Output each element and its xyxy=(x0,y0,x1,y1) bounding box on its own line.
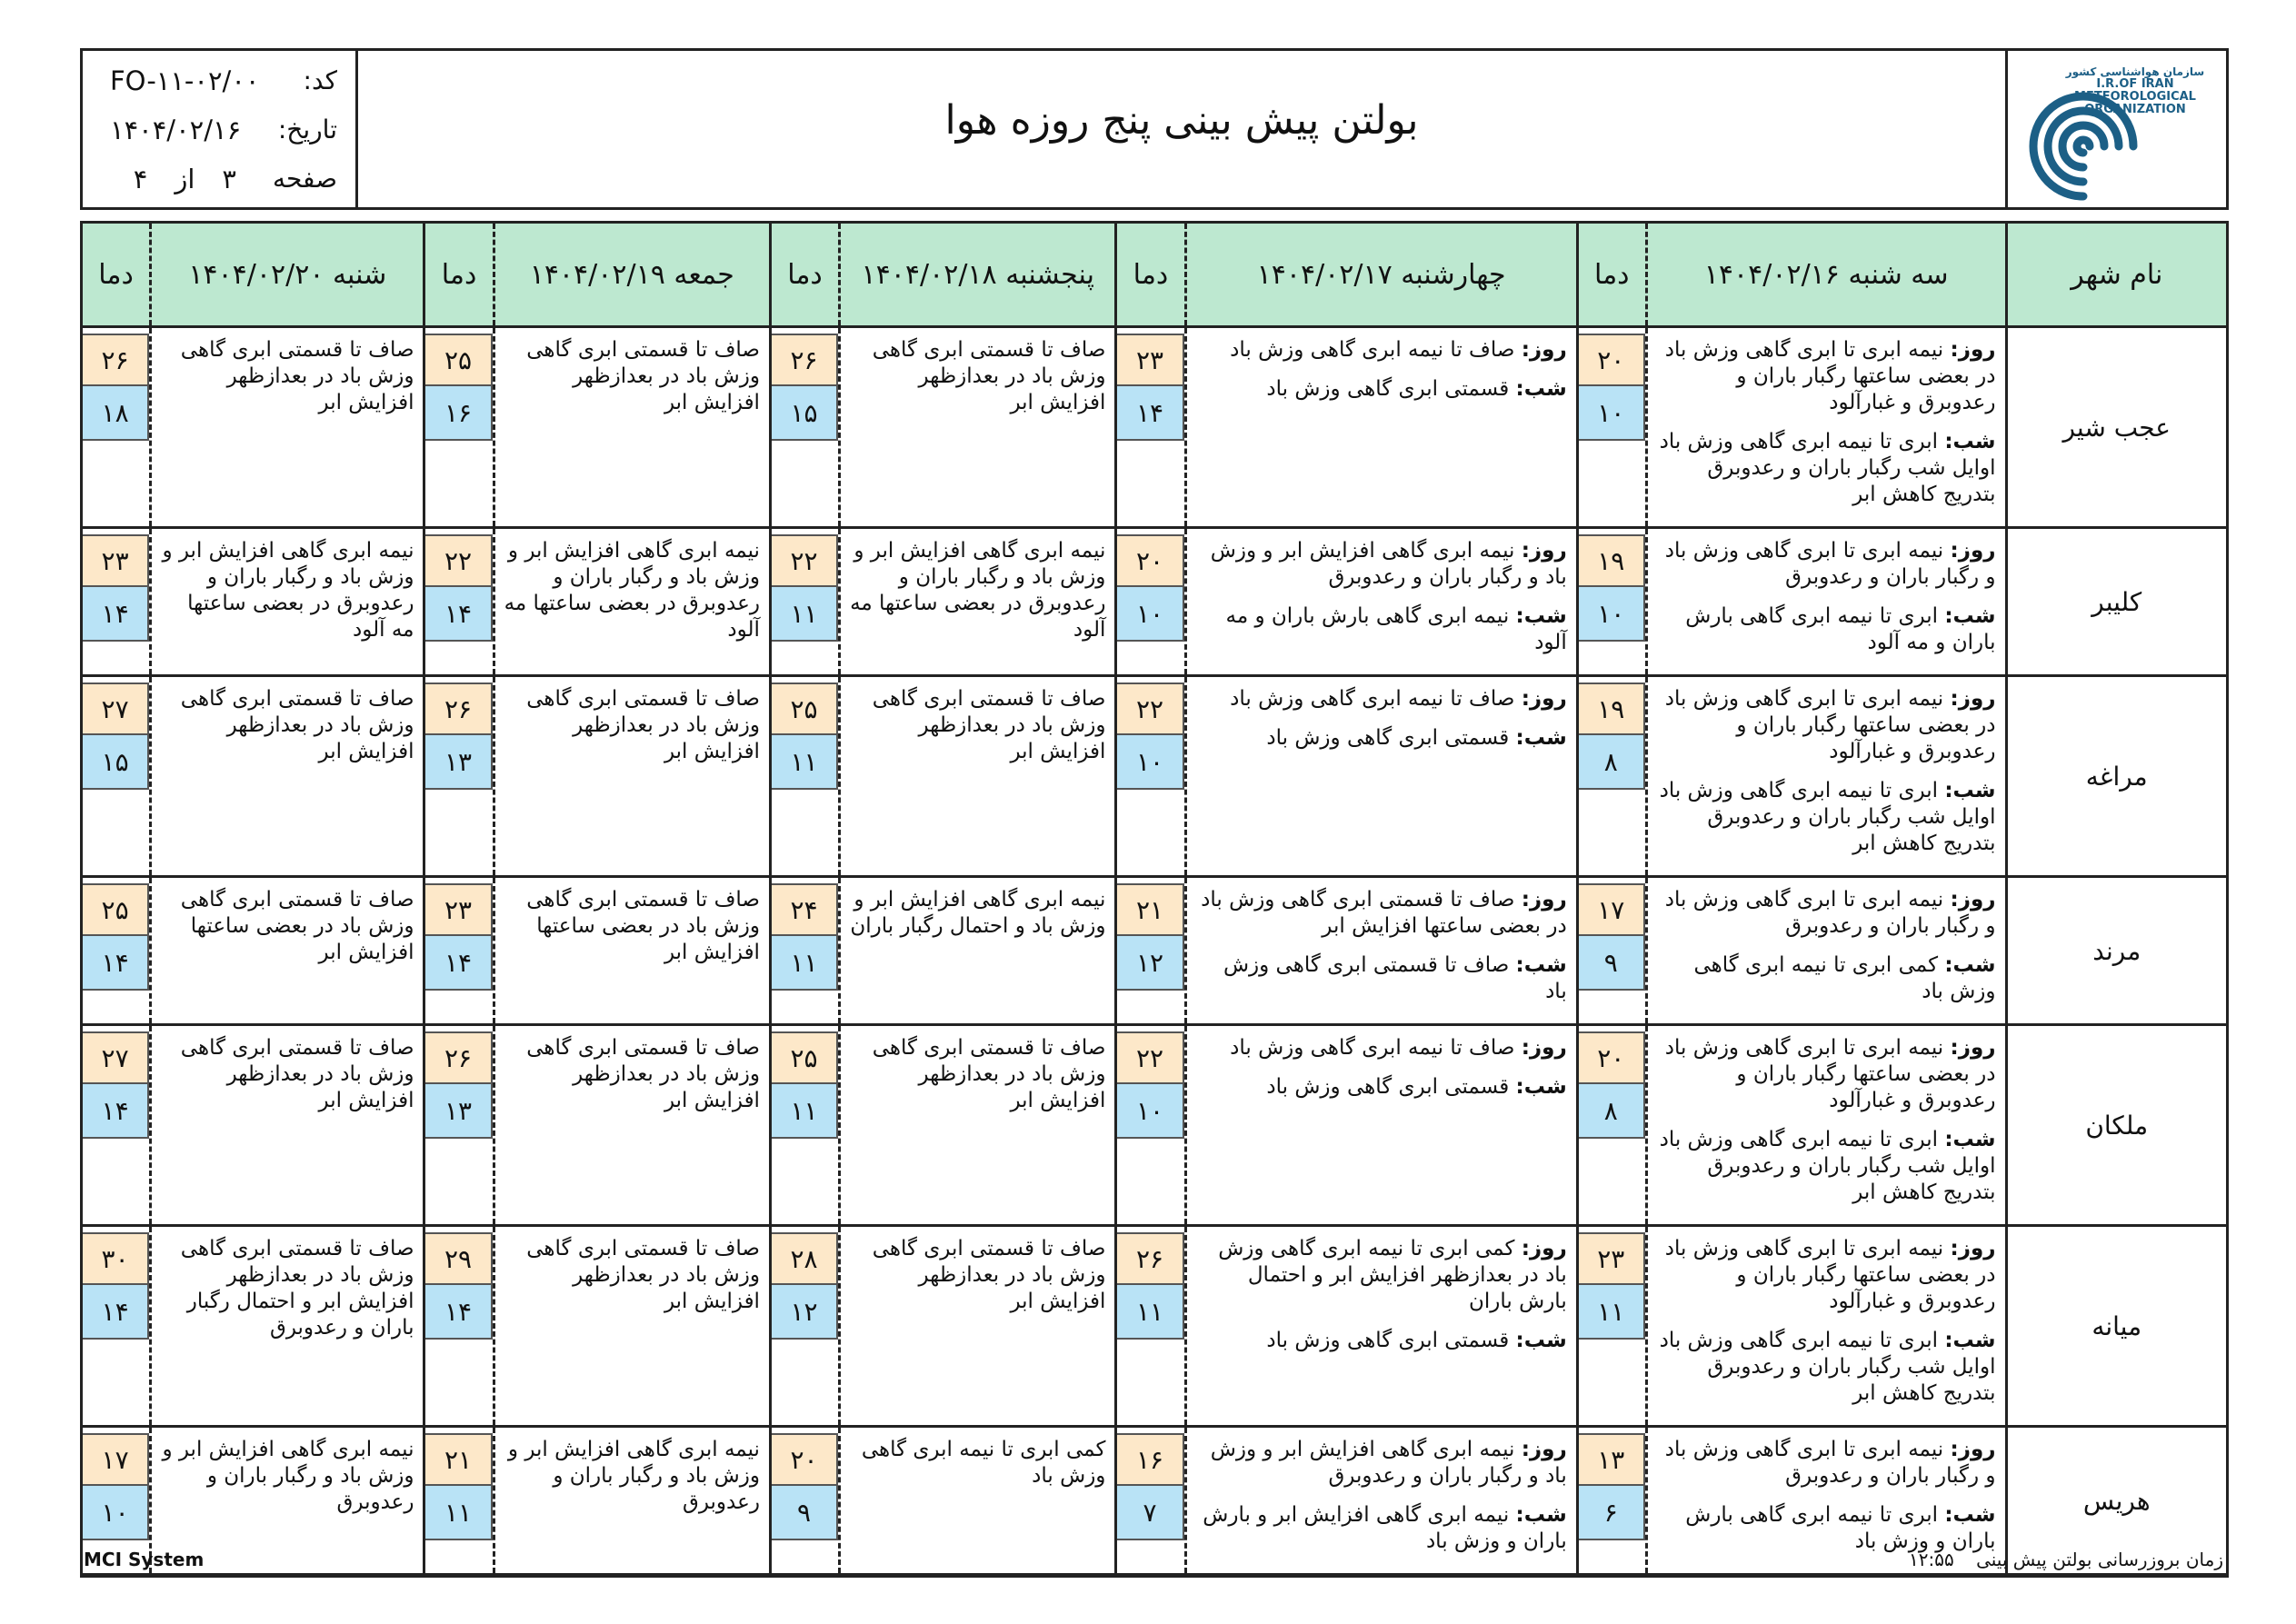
forecast-text: نیمه ابری گاهی افزایش ابر و وزش باد و رگبار باران و رعدوبرق در بعضی ساعتها مه آلود xyxy=(504,539,760,642)
temp-min: ۱۱ xyxy=(770,1084,838,1139)
forecast-cell xyxy=(1185,1025,1577,1226)
temp-cell xyxy=(82,676,151,877)
night-forecast xyxy=(1196,1502,1567,1555)
temp-max: ۲۲ xyxy=(1115,1031,1183,1084)
table-header-row xyxy=(82,223,2228,327)
temp-max: ۲۰ xyxy=(1577,334,1645,386)
day-header: جمعه ۱۴۰۴/۰۲/۱۹ xyxy=(494,223,770,327)
night-forecast xyxy=(1657,778,1996,857)
table-row xyxy=(82,676,2228,877)
logo xyxy=(2005,51,2226,207)
forecast-text: صاف تا قسمتی ابری گاهی وزش باد در بعدازظهر افزایش ابر xyxy=(526,687,760,763)
night-text: نیمه ابری گاهی بارش باران و مه آلود xyxy=(1225,604,1567,654)
forecast-cell xyxy=(840,528,1116,676)
temp-cell xyxy=(82,1025,151,1226)
day-text: کمی ابری تا نیمه ابری گاهی وزش باد در بعدازظهر افزایش ابر و احتمال بارش باران xyxy=(1218,1237,1567,1313)
code-row xyxy=(110,65,337,96)
day-text: نیمه ابری تا ابری گاهی وزش باد و رگبار باران و رعدوبرق xyxy=(1664,888,1996,938)
day-text: نیمه ابری گاهی افزایش ابر و وزش باد و رگبار باران و رعدوبرق xyxy=(1210,539,1567,589)
spiral-logo-icon xyxy=(2024,87,2142,205)
forecast-text: نیمه ابری گاهی افزایش ابر و وزش باد و رگبار باران و رعدوبرق xyxy=(162,1438,414,1514)
temp-max: ۲۲ xyxy=(424,534,492,587)
city-name: میانه xyxy=(2006,1226,2228,1427)
forecast-cell xyxy=(840,1025,1116,1226)
forecast-cell xyxy=(1646,676,2006,877)
temp-min: ۱۴ xyxy=(424,1285,492,1340)
temp-min: ۱۸ xyxy=(81,386,149,441)
code-value: FO-۱۱-۰۲/۰۰ xyxy=(110,65,260,96)
table-row xyxy=(82,1025,2228,1226)
night-label: شب: xyxy=(1515,377,1567,401)
table-row xyxy=(82,1427,2228,1575)
night-forecast xyxy=(1196,603,1567,656)
day-label: روز: xyxy=(1521,687,1567,711)
temp-max: ۲۱ xyxy=(424,1433,492,1486)
day-forecast xyxy=(1196,538,1567,591)
temp-header: دما xyxy=(1116,223,1185,327)
city-name: هریس xyxy=(2006,1427,2228,1575)
temp-max: ۲۷ xyxy=(81,682,149,735)
temp-cell xyxy=(770,1226,839,1427)
temp-max: ۱۷ xyxy=(81,1433,149,1486)
day-text: نیمه ابری تا ابری گاهی وزش باد در بعضی ساعتها رگبار باران و رعدوبرق و غبارآلود xyxy=(1664,687,1996,763)
day-label: روز: xyxy=(1521,539,1567,563)
day-header: شنبه ۱۴۰۴/۰۲/۲۰ xyxy=(151,223,424,327)
night-label: شب: xyxy=(1515,604,1567,628)
day-header: چهارشنبه ۱۴۰۴/۰۲/۱۷ xyxy=(1185,223,1577,327)
temp-cell xyxy=(82,877,151,1025)
night-label: شب: xyxy=(1515,1503,1567,1527)
forecast-text: صاف تا قسمتی ابری گاهی وزش باد در بعدازظهر افزایش ابر xyxy=(872,338,1106,414)
temp-min: ۱۱ xyxy=(424,1486,492,1540)
day-text: صاف تا نیمه ابری گاهی وزش باد xyxy=(1230,1036,1515,1060)
page-total: ۴ xyxy=(133,164,148,194)
day-forecast xyxy=(1657,1437,1996,1489)
temp-min: ۱۰ xyxy=(81,1486,149,1540)
temp-cell xyxy=(1577,1025,1646,1226)
footer-update-label: زمان بروزرسانی بولتن پیش بینی xyxy=(1976,1549,2223,1570)
temp-min: ۱۱ xyxy=(1577,1285,1645,1340)
night-text: ابری تا نیمه ابری گاهی وزش باد اوایل شب رگبار باران و رعدوبرق بتدریج کاهش ابر xyxy=(1659,430,1996,506)
temp-header: دما xyxy=(424,223,494,327)
day-label: روز: xyxy=(1521,1438,1567,1461)
temp-min: ۶ xyxy=(1577,1486,1645,1540)
day-label: روز: xyxy=(1521,1237,1567,1260)
temp-cell xyxy=(1116,528,1185,676)
temp-cell xyxy=(1116,1025,1185,1226)
forecast-cell xyxy=(1646,528,2006,676)
temp-max: ۲۳ xyxy=(1577,1232,1645,1285)
forecast-text: نیمه ابری گاهی افزایش ابر و وزش باد و رگبار باران و رعدوبرق xyxy=(507,1438,760,1514)
forecast-cell xyxy=(1185,1226,1577,1427)
forecast-text: صاف تا قسمتی ابری گاهی وزش باد در بعدازظهر افزایش ابر xyxy=(872,1237,1106,1313)
forecast-text: صاف تا قسمتی ابری گاهی وزش باد در بعدازظهر افزایش ابر xyxy=(180,687,414,763)
day-forecast xyxy=(1657,337,1996,416)
forecast-cell xyxy=(1646,877,2006,1025)
logo-text-en-1: I.R.OF IRAN xyxy=(2096,77,2174,91)
temp-cell xyxy=(82,327,151,528)
day-label: روز: xyxy=(1950,1237,1996,1260)
forecast-cell xyxy=(494,327,770,528)
temp-max: ۲۴ xyxy=(770,883,838,936)
night-label: شب: xyxy=(1515,726,1567,750)
forecast-text: صاف تا قسمتی ابری گاهی وزش باد در بعدازظهر افزایش ابر xyxy=(180,338,414,414)
night-label: شب: xyxy=(1944,604,1996,628)
temp-min: ۱۴ xyxy=(81,587,149,642)
temp-min: ۱۰ xyxy=(1115,1084,1183,1139)
day-forecast xyxy=(1657,887,1996,940)
temp-cell xyxy=(1116,1427,1185,1575)
temp-cell xyxy=(1116,327,1185,528)
temp-max: ۲۳ xyxy=(424,883,492,936)
temp-header: دما xyxy=(82,223,151,327)
temp-min: ۱۱ xyxy=(770,587,838,642)
day-label: روز: xyxy=(1521,1036,1567,1060)
forecast-table xyxy=(80,221,2229,1576)
forecast-cell xyxy=(151,327,424,528)
temp-min: ۱۱ xyxy=(1115,1285,1183,1340)
temp-cell xyxy=(424,1025,494,1226)
day-label: روز: xyxy=(1521,888,1567,912)
night-text: ابری تا نیمه ابری گاهی بارش باران و وزش باد xyxy=(1685,1503,1996,1553)
logo-text-en-2: METEOROLOGICAL xyxy=(2074,90,2196,104)
night-label: شب: xyxy=(1944,1128,1996,1151)
temp-max: ۱۹ xyxy=(1577,682,1645,735)
temp-cell xyxy=(424,327,494,528)
forecast-text: صاف تا قسمتی ابری گاهی وزش باد در بعدازظهر افزایش ابر xyxy=(526,1237,760,1313)
night-label: شب: xyxy=(1515,1075,1567,1099)
temp-min: ۸ xyxy=(1577,1084,1645,1139)
forecast-cell xyxy=(494,877,770,1025)
city-name: مرند xyxy=(2006,877,2228,1025)
temp-max: ۲۶ xyxy=(424,682,492,735)
footer-update-time: ۱۲:۵۵ xyxy=(1909,1549,1954,1570)
temp-cell xyxy=(1116,877,1185,1025)
page-of: از xyxy=(175,164,195,194)
temp-max: ۲۶ xyxy=(770,334,838,386)
day-label: روز: xyxy=(1950,888,1996,912)
temp-min: ۱۴ xyxy=(424,936,492,991)
forecast-cell xyxy=(840,676,1116,877)
night-label: شب: xyxy=(1944,953,1996,977)
night-text: ابری تا نیمه ابری گاهی وزش باد اوایل شب رگبار باران و رعدوبرق بتدریج کاهش ابر xyxy=(1659,1128,1996,1204)
page-row xyxy=(110,164,337,194)
temp-max: ۲۰ xyxy=(1577,1031,1645,1084)
temp-min: ۱۶ xyxy=(424,386,492,441)
temp-max: ۱۹ xyxy=(1577,534,1645,587)
city-name: ملکان xyxy=(2006,1025,2228,1226)
temp-max: ۲۶ xyxy=(81,334,149,386)
temp-cell xyxy=(770,676,839,877)
code-label: کد: xyxy=(303,65,337,95)
temp-cell xyxy=(1577,327,1646,528)
night-text: قسمتی ابری گاهی وزش باد xyxy=(1266,1329,1510,1352)
day-forecast xyxy=(1657,538,1996,591)
temp-min: ۱۵ xyxy=(770,386,838,441)
forecast-cell xyxy=(151,528,424,676)
day-text: صاف تا قسمتی ابری گاهی وزش باد در بعضی ساعتها افزایش ابر xyxy=(1201,888,1567,938)
forecast-cell xyxy=(840,1226,1116,1427)
night-text: قسمتی ابری گاهی وزش باد xyxy=(1266,1075,1510,1099)
forecast-text: نیمه ابری گاهی افزایش ابر و وزش باد و احتمال رگبار باران xyxy=(850,888,1106,938)
day-header: پنجشنبه ۱۴۰۴/۰۲/۱۸ xyxy=(840,223,1116,327)
forecast-cell xyxy=(1646,327,2006,528)
forecast-text: صاف تا قسمتی ابری گاهی وزش باد در بعدازظهر افزایش ابر xyxy=(526,1036,760,1112)
day-text: نیمه ابری تا ابری گاهی وزش باد و رگبار باران و رعدوبرق xyxy=(1664,539,1996,589)
night-text: کمی ابری تا نیمه ابری گاهی وزش باد xyxy=(1693,953,1996,1003)
temp-cell xyxy=(770,1025,839,1226)
day-label: روز: xyxy=(1950,338,1996,362)
forecast-cell xyxy=(494,528,770,676)
temp-min: ۱۴ xyxy=(81,936,149,991)
forecast-cell xyxy=(1185,676,1577,877)
temp-cell xyxy=(1116,1226,1185,1427)
forecast-text: صاف تا قسمتی ابری گاهی وزش باد در بعدازظهر افزایش ابر xyxy=(872,1036,1106,1112)
day-text: صاف تا نیمه ابری گاهی وزش باد xyxy=(1230,338,1515,362)
temp-max: ۲۸ xyxy=(770,1232,838,1285)
night-forecast xyxy=(1196,1074,1567,1101)
night-forecast xyxy=(1657,952,1996,1005)
night-label: شب: xyxy=(1515,1329,1567,1352)
temp-cell xyxy=(1577,1226,1646,1427)
table-row xyxy=(82,528,2228,676)
temp-max: ۲۰ xyxy=(770,1433,838,1486)
forecast-cell xyxy=(1646,1226,2006,1427)
night-text: قسمتی ابری گاهی وزش باد xyxy=(1266,726,1510,750)
logo-text-en-3: ORGANIZATION xyxy=(2084,103,2186,116)
temp-cell xyxy=(770,327,839,528)
temp-cell xyxy=(424,1226,494,1427)
night-forecast xyxy=(1657,1502,1996,1555)
temp-min: ۷ xyxy=(1115,1486,1183,1540)
temp-cell xyxy=(1577,528,1646,676)
temp-cell xyxy=(770,528,839,676)
night-forecast xyxy=(1657,429,1996,508)
forecast-cell xyxy=(1185,877,1577,1025)
temp-max: ۲۲ xyxy=(770,534,838,587)
day-forecast xyxy=(1196,887,1567,940)
temp-cell xyxy=(424,1427,494,1575)
forecast-cell xyxy=(840,327,1116,528)
table-row xyxy=(82,1226,2228,1427)
forecast-text: صاف تا قسمتی ابری گاهی وزش باد در بعدازظهر افزایش ابر xyxy=(180,1036,414,1112)
temp-max: ۳۰ xyxy=(81,1232,149,1285)
temp-cell xyxy=(1577,1427,1646,1575)
temp-max: ۱۶ xyxy=(1115,1433,1183,1486)
temp-max: ۲۵ xyxy=(81,883,149,936)
temp-header: دما xyxy=(770,223,839,327)
forecast-text: نیمه ابری گاهی افزایش ابر و وزش باد و رگبار باران و رعدوبرق در بعضی ساعتها مه آلود xyxy=(162,539,414,642)
night-forecast xyxy=(1196,1328,1567,1354)
forecast-cell xyxy=(1646,1025,2006,1226)
forecast-text: صاف تا قسمتی ابری گاهی وزش باد در بعدازظهر افزایش ابر xyxy=(526,338,760,414)
temp-max: ۲۱ xyxy=(1115,883,1183,936)
temp-max: ۱۳ xyxy=(1577,1433,1645,1486)
day-text: نیمه ابری تا ابری گاهی وزش باد در بعضی ساعتها رگبار باران و رعدوبرق و غبارآلود xyxy=(1664,338,1996,414)
temp-header: دما xyxy=(1577,223,1646,327)
day-forecast xyxy=(1657,1035,1996,1114)
temp-cell xyxy=(82,528,151,676)
forecast-cell xyxy=(494,1025,770,1226)
night-label: شب: xyxy=(1944,430,1996,453)
forecast-cell xyxy=(840,877,1116,1025)
temp-max: ۲۵ xyxy=(770,1031,838,1084)
temp-min: ۸ xyxy=(1577,735,1645,790)
day-forecast xyxy=(1196,1236,1567,1315)
temp-max: ۲۲ xyxy=(1115,682,1183,735)
temp-cell xyxy=(1116,676,1185,877)
night-text: ابری تا نیمه ابری گاهی وزش باد اوایل شب رگبار باران و رعدوبرق بتدریج کاهش ابر xyxy=(1659,1329,1996,1405)
night-forecast xyxy=(1657,1127,1996,1206)
night-forecast xyxy=(1196,725,1567,752)
night-text: ابری تا نیمه ابری گاهی وزش باد اوایل شب رگبار باران و رعدوبرق بتدریج کاهش ابر xyxy=(1659,779,1996,855)
day-forecast xyxy=(1657,686,1996,765)
temp-min: ۱۴ xyxy=(424,587,492,642)
temp-cell xyxy=(770,877,839,1025)
date-value: ۱۴۰۴/۰۲/۱۶ xyxy=(110,115,242,145)
forecast-cell xyxy=(494,676,770,877)
temp-max: ۲۶ xyxy=(1115,1232,1183,1285)
forecast-cell xyxy=(1185,327,1577,528)
temp-min: ۱۳ xyxy=(424,735,492,790)
forecast-text: صاف تا قسمتی ابری گاهی وزش باد در بعضی ساعتها افزایش ابر xyxy=(526,888,760,964)
temp-cell xyxy=(424,528,494,676)
day-forecast xyxy=(1196,1437,1567,1489)
temp-min: ۹ xyxy=(1577,936,1645,991)
forecast-cell xyxy=(151,1226,424,1427)
logo-text-fa: سازمان هواشناسی کشور xyxy=(2065,65,2205,78)
temp-cell xyxy=(770,1427,839,1575)
page-label: صفحه xyxy=(272,164,337,194)
night-text: نیمه ابری گاهی افزایش ابر و بارش باران و وزش باد xyxy=(1203,1503,1567,1553)
temp-min: ۹ xyxy=(770,1486,838,1540)
footer-update xyxy=(1909,1549,2223,1570)
temp-cell xyxy=(82,1226,151,1427)
day-label: روز: xyxy=(1950,1036,1996,1060)
forecast-text: صاف تا قسمتی ابری گاهی وزش باد در بعدازظهر افزایش ابر xyxy=(872,687,1106,763)
temp-max: ۲۵ xyxy=(770,682,838,735)
forecast-cell xyxy=(1185,1427,1577,1575)
day-label: روز: xyxy=(1950,539,1996,563)
temp-max: ۲۳ xyxy=(81,534,149,587)
temp-min: ۱۱ xyxy=(770,936,838,991)
temp-cell xyxy=(424,676,494,877)
day-text: نیمه ابری گاهی افزایش ابر و وزش باد و رگبار باران و رعدوبرق xyxy=(1210,1438,1567,1488)
temp-max: ۲۶ xyxy=(424,1031,492,1084)
night-forecast xyxy=(1196,952,1567,1005)
temp-max: ۱۷ xyxy=(1577,883,1645,936)
temp-min: ۱۳ xyxy=(424,1084,492,1139)
night-label: شب: xyxy=(1944,779,1996,802)
date-row xyxy=(110,115,337,145)
day-label: روز: xyxy=(1521,338,1567,362)
date-label: تاریخ: xyxy=(277,115,337,144)
temp-min: ۱۵ xyxy=(81,735,149,790)
temp-min: ۱۰ xyxy=(1577,587,1645,642)
temp-min: ۱۴ xyxy=(1115,386,1183,441)
city-header: نام شهر xyxy=(2006,223,2228,327)
temp-min: ۱۴ xyxy=(81,1084,149,1139)
city-name: عجب شیر xyxy=(2006,327,2228,528)
temp-min: ۱۲ xyxy=(770,1285,838,1340)
temp-max: ۲۳ xyxy=(1115,334,1183,386)
night-forecast xyxy=(1196,376,1567,403)
day-label: روز: xyxy=(1950,1438,1996,1461)
night-forecast xyxy=(1657,603,1996,656)
day-text: نیمه ابری تا ابری گاهی وزش باد و رگبار باران و رعدوبرق xyxy=(1664,1438,1996,1488)
table-row xyxy=(82,877,2228,1025)
footer-system: MCI System xyxy=(84,1549,205,1570)
forecast-cell xyxy=(840,1427,1116,1575)
temp-min: ۱۲ xyxy=(1115,936,1183,991)
day-forecast xyxy=(1196,686,1567,712)
day-label: روز: xyxy=(1950,687,1996,711)
page-current: ۳ xyxy=(222,164,236,194)
forecast-text: نیمه ابری گاهی افزایش ابر و وزش باد و رگبار باران و رعدوبرق در بعضی ساعتها مه آلود xyxy=(850,539,1106,642)
temp-max: ۲۹ xyxy=(424,1232,492,1285)
night-label: شب: xyxy=(1515,953,1567,977)
table-row xyxy=(82,327,2228,528)
page-title: بولتن پیش بینی پنج روزه هوا xyxy=(944,96,1419,144)
day-text: نیمه ابری تا ابری گاهی وزش باد در بعضی ساعتها رگبار باران و رعدوبرق و غبارآلود xyxy=(1664,1036,1996,1112)
bulletin-header xyxy=(80,48,2229,210)
forecast-text: کمی ابری تا نیمه ابری گاهی وزش باد xyxy=(861,1438,1106,1488)
night-label: شب: xyxy=(1944,1503,1996,1527)
night-label: شب: xyxy=(1944,1329,1996,1352)
forecast-text: صاف تا قسمتی ابری گاهی وزش باد در بعدازظهر افزایش ابر و احتمال رگبار باران و رعدوبرق xyxy=(180,1237,414,1340)
day-forecast xyxy=(1196,337,1567,364)
night-text: قسمتی ابری گاهی وزش باد xyxy=(1266,377,1510,401)
night-text: صاف تا قسمتی ابری گاهی وزش باد xyxy=(1223,953,1567,1003)
forecast-cell xyxy=(494,1427,770,1575)
night-forecast xyxy=(1657,1328,1996,1407)
temp-min: ۱۱ xyxy=(770,735,838,790)
forecast-cell xyxy=(151,877,424,1025)
forecast-cell xyxy=(1185,528,1577,676)
temp-max: ۲۵ xyxy=(424,334,492,386)
day-header: سه شنبه ۱۴۰۴/۰۲/۱۶ xyxy=(1646,223,2006,327)
temp-min: ۱۰ xyxy=(1115,587,1183,642)
temp-cell xyxy=(1577,676,1646,877)
day-forecast xyxy=(1196,1035,1567,1061)
forecast-cell xyxy=(151,1025,424,1226)
city-name: مراغه xyxy=(2006,676,2228,877)
forecast-cell xyxy=(494,1226,770,1427)
document-info xyxy=(83,51,358,207)
temp-min: ۱۰ xyxy=(1577,386,1645,441)
forecast-cell xyxy=(151,676,424,877)
day-text: صاف تا نیمه ابری گاهی وزش باد xyxy=(1230,687,1515,711)
temp-min: ۱۰ xyxy=(1115,735,1183,790)
forecast-text: صاف تا قسمتی ابری گاهی وزش باد در بعضی ساعتها افزایش ابر xyxy=(180,888,414,964)
temp-cell xyxy=(1577,877,1646,1025)
night-text: ابری تا نیمه ابری گاهی بارش باران و مه آلود xyxy=(1685,604,1996,654)
temp-max: ۲۰ xyxy=(1115,534,1183,587)
temp-min: ۱۴ xyxy=(81,1285,149,1340)
footer-divider xyxy=(80,1576,2229,1578)
day-forecast xyxy=(1657,1236,1996,1315)
day-text: نیمه ابری تا ابری گاهی وزش باد در بعضی ساعتها رگبار باران و رعدوبرق و غبارآلود xyxy=(1664,1237,1996,1313)
temp-cell xyxy=(424,877,494,1025)
city-name: کلیبر xyxy=(2006,528,2228,676)
temp-max: ۲۷ xyxy=(81,1031,149,1084)
